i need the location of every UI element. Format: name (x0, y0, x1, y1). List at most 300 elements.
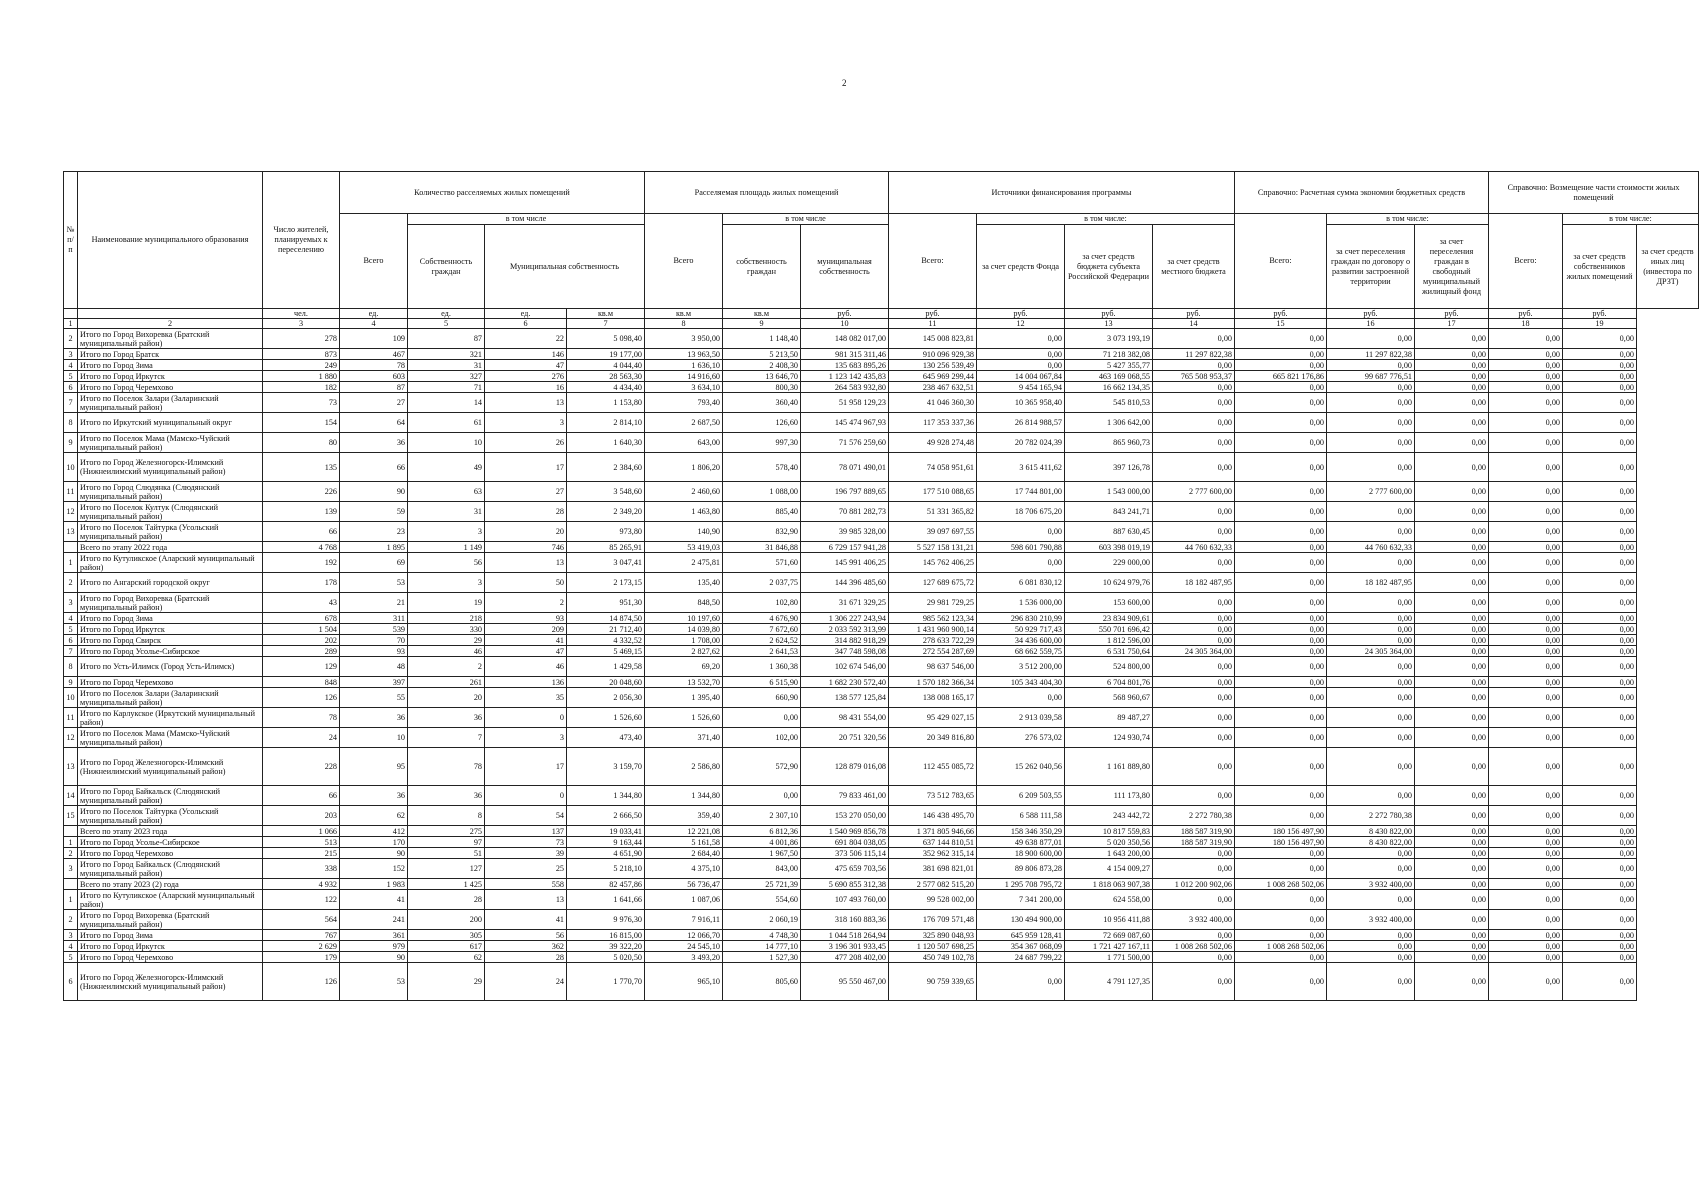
row-value: 54 (485, 806, 567, 826)
unit-cell: руб. (1065, 309, 1153, 319)
row-value: 0,00 (977, 688, 1065, 708)
row-value: 0,00 (1489, 482, 1563, 502)
unit-cell-empty (78, 309, 263, 319)
column-number: 17 (1415, 319, 1489, 329)
row-value: 26 (485, 433, 567, 453)
row-value: 276 573,02 (977, 728, 1065, 748)
row-value: 997,30 (723, 433, 801, 453)
row-value: 51 (408, 848, 485, 859)
row-value: 62 (340, 806, 408, 826)
row-number: 7 (64, 646, 78, 657)
row-value: 0,00 (1327, 413, 1415, 433)
row-value: 36 (408, 786, 485, 806)
row-value: 793,40 (645, 393, 723, 413)
row-value: 1 504 (263, 624, 340, 635)
row-value: 80 (263, 433, 340, 453)
row-value: 1 153,80 (567, 393, 645, 413)
row-value: 0,00 (1489, 573, 1563, 593)
row-value: 0,00 (1415, 371, 1489, 382)
row-value: 1 088,00 (723, 482, 801, 502)
row-value: 215 (263, 848, 340, 859)
row-value: 0,00 (1563, 635, 1637, 646)
row-value: 0,00 (1415, 349, 1489, 360)
row-value: 5 213,50 (723, 349, 801, 360)
row-value: 5 690 855 312,38 (801, 879, 889, 890)
row-value: 1 771 500,00 (1065, 952, 1153, 963)
row-value: 105 343 404,30 (977, 677, 1065, 688)
row-value: 28 (485, 952, 567, 963)
row-value: 0,00 (1489, 826, 1563, 837)
row-value: 0,00 (1327, 360, 1415, 371)
row-name: Всего по этапу 2022 года (78, 542, 263, 553)
column-number: 12 (977, 319, 1065, 329)
row-value: 6 588 111,58 (977, 806, 1065, 826)
table-row (64, 837, 1699, 848)
row-value: 53 (340, 963, 408, 1001)
row-value: 1 295 708 795,72 (977, 879, 1065, 890)
row-name: Итого по Город Иркутск (78, 624, 263, 635)
row-value: 31 671 329,25 (801, 593, 889, 613)
row-value: 272 554 287,69 (889, 646, 977, 657)
row-value: 4 932 (263, 879, 340, 890)
row-value: 14 874,50 (567, 613, 645, 624)
row-value: 603 398 019,19 (1065, 542, 1153, 553)
row-value: 467 (340, 349, 408, 360)
row-value: 122 (263, 890, 340, 910)
row-value: 545 810,53 (1065, 393, 1153, 413)
unit-cell: руб. (977, 309, 1065, 319)
table-row (64, 677, 1699, 688)
row-value: 0,00 (1235, 890, 1327, 910)
table-row (64, 522, 1699, 542)
row-value: 381 698 821,01 (889, 859, 977, 879)
row-value: 0,00 (1327, 930, 1415, 941)
row-value: 1 344,80 (567, 786, 645, 806)
row-value: 20 (408, 688, 485, 708)
row-value: 2 307,10 (723, 806, 801, 826)
row-value: 0,00 (1153, 890, 1235, 910)
row-value: 1 818 063 907,38 (1065, 879, 1153, 890)
row-value: 140,90 (645, 522, 723, 542)
row-value: 22 (485, 329, 567, 349)
header-rooms-group: Количество расселяемых жилых помещений (340, 172, 645, 214)
row-value: 10 (408, 433, 485, 453)
row-value: 371,40 (645, 728, 723, 748)
row-value: 412 (340, 826, 408, 837)
row-value: 0,00 (1489, 329, 1563, 349)
row-value: 0,00 (1235, 502, 1327, 522)
row-value: 0,00 (1563, 879, 1637, 890)
row-number: 1 (64, 553, 78, 573)
row-number: 10 (64, 453, 78, 482)
row-value: 9 163,44 (567, 837, 645, 848)
row-value: 62 (408, 952, 485, 963)
row-value: 0,00 (1235, 859, 1327, 879)
row-value: 1 526,60 (567, 708, 645, 728)
header-rooms-incl: в том числе (408, 214, 645, 225)
row-value: 158 346 350,29 (977, 826, 1065, 837)
row-value: 354 367 068,09 (977, 941, 1065, 952)
row-value: 0,00 (977, 349, 1065, 360)
row-value: 0,00 (1563, 890, 1637, 910)
row-value: 16 815,00 (567, 930, 645, 941)
row-value: 41 (485, 635, 567, 646)
row-value: 51 331 365,82 (889, 502, 977, 522)
row-value: 0,00 (977, 522, 1065, 542)
row-value: 0,00 (1235, 573, 1327, 593)
column-number: 15 (1235, 319, 1327, 329)
unit-cell: ед. (485, 309, 567, 319)
table-row (64, 786, 1699, 806)
row-value: 0,00 (1327, 329, 1415, 349)
row-value: 524 800,00 (1065, 657, 1153, 677)
row-number: 3 (64, 930, 78, 941)
row-value: 23 (340, 522, 408, 542)
table-row (64, 941, 1699, 952)
row-value: 0,00 (1235, 635, 1327, 646)
column-number: 9 (723, 319, 801, 329)
row-value: 2 408,30 (723, 360, 801, 371)
row-number: 2 (64, 848, 78, 859)
row-number: 4 (64, 613, 78, 624)
table-row (64, 382, 1699, 393)
row-value: 9 976,30 (567, 910, 645, 930)
row-value: 28 (408, 890, 485, 910)
header-area-incl: в том числе (723, 214, 889, 225)
row-value: 0,00 (1327, 382, 1415, 393)
row-value: 130 256 539,49 (889, 360, 977, 371)
row-value: 1 161 889,80 (1065, 748, 1153, 786)
row-value: 0,00 (1563, 677, 1637, 688)
row-value: 90 759 339,65 (889, 963, 977, 1001)
row-value: 0,00 (1327, 635, 1415, 646)
row-value: 0,00 (1327, 859, 1415, 879)
header-fin-group: Источники финансирования программы (889, 172, 1235, 214)
table-row (64, 573, 1699, 593)
row-value: 362 (485, 941, 567, 952)
row-value: 0,00 (1489, 930, 1563, 941)
row-value: 11 297 822,38 (1327, 349, 1415, 360)
row-value: 2 624,52 (723, 635, 801, 646)
column-number: 16 (1327, 319, 1415, 329)
row-value: 0,00 (1153, 677, 1235, 688)
row-value: 24 (263, 728, 340, 748)
row-value: 2 777 600,00 (1153, 482, 1235, 502)
row-value: 6 812,36 (723, 826, 801, 837)
row-value: 6 531 750,64 (1065, 646, 1153, 657)
row-value: 0,00 (1563, 963, 1637, 1001)
table-row (64, 930, 1699, 941)
row-value: 2 629 (263, 941, 340, 952)
row-value: 178 (263, 573, 340, 593)
row-value: 0,00 (1153, 593, 1235, 613)
row-value: 397 (340, 677, 408, 688)
row-value: 128 879 016,08 (801, 748, 889, 786)
row-value: 264 583 932,80 (801, 382, 889, 393)
row-name: Итого по Ангарский городской округ (78, 573, 263, 593)
header-rooms-municipal: Муниципальная собственность (485, 225, 645, 309)
row-value: 0,00 (1153, 848, 1235, 859)
row-value: 73 512 783,65 (889, 786, 977, 806)
row-value: 0,00 (1563, 593, 1637, 613)
row-value: 0,00 (1563, 553, 1637, 573)
row-value: 0,00 (1415, 890, 1489, 910)
row-value: 6 515,90 (723, 677, 801, 688)
row-value: 0,00 (1415, 413, 1489, 433)
row-value: 0,00 (1415, 859, 1489, 879)
row-value: 0,00 (1235, 382, 1327, 393)
row-value: 0,00 (1489, 890, 1563, 910)
row-value: 56 (408, 553, 485, 573)
row-value: 99 687 776,51 (1327, 371, 1415, 382)
row-value: 31 (408, 502, 485, 522)
unit-cell: руб. (1327, 309, 1415, 319)
row-value: 20 751 320,56 (801, 728, 889, 748)
row-value: 66 (263, 786, 340, 806)
row-value: 90 (340, 848, 408, 859)
table-row (64, 329, 1699, 349)
row-value: 0,00 (1415, 941, 1489, 952)
row-value: 72 669 087,60 (1065, 930, 1153, 941)
header-comp-incl: в том числе: (1563, 214, 1699, 225)
table-row (64, 646, 1699, 657)
row-value: 1 636,10 (645, 360, 723, 371)
row-value: 0,00 (1235, 593, 1327, 613)
row-name: Итого по Город Братск (78, 349, 263, 360)
row-name: Итого по Город Черемхово (78, 382, 263, 393)
row-value: 209 (485, 624, 567, 635)
row-value: 49 928 274,48 (889, 433, 977, 453)
row-value: 0,00 (1327, 890, 1415, 910)
row-value: 0,00 (1563, 728, 1637, 748)
row-value: 0,00 (1235, 748, 1327, 786)
row-value: 56 736,47 (645, 879, 723, 890)
row-value: 3 (408, 573, 485, 593)
row-value: 0,00 (1489, 708, 1563, 728)
row-value: 78 (263, 708, 340, 728)
unit-cell: руб. (1489, 309, 1563, 319)
row-value: 360,40 (723, 393, 801, 413)
row-value: 0,00 (1563, 349, 1637, 360)
row-value: 95 (340, 748, 408, 786)
row-value: 145 762 406,25 (889, 553, 977, 573)
row-value: 572,90 (723, 748, 801, 786)
row-value: 665 821 176,86 (1235, 371, 1327, 382)
row-number: 3 (64, 349, 78, 360)
row-value: 0,00 (1327, 393, 1415, 413)
row-value: 0,00 (1489, 635, 1563, 646)
row-value: 10 365 958,40 (977, 393, 1065, 413)
row-value: 3 932 400,00 (1153, 910, 1235, 930)
column-number: 8 (645, 319, 723, 329)
row-value: 1 008 268 502,06 (1235, 941, 1327, 952)
row-value: 848 (263, 677, 340, 688)
row-value: 90 (340, 952, 408, 963)
row-value: 47 (485, 360, 567, 371)
row-value: 0,00 (1563, 542, 1637, 553)
row-value: 188 587 319,90 (1153, 826, 1235, 837)
row-value: 1 012 200 902,06 (1153, 879, 1235, 890)
row-value: 41 046 360,30 (889, 393, 977, 413)
table-row (64, 413, 1699, 433)
row-value: 0,00 (1489, 952, 1563, 963)
row-value: 1 570 182 366,34 (889, 677, 977, 688)
row-number: 8 (64, 413, 78, 433)
row-value: 21 712,40 (567, 624, 645, 635)
row-value: 637 144 810,51 (889, 837, 977, 848)
row-value: 1 429,58 (567, 657, 645, 677)
row-value: 0,00 (1235, 930, 1327, 941)
row-value: 28 (485, 502, 567, 522)
row-value: 138 008 165,17 (889, 688, 977, 708)
row-value: 311 (340, 613, 408, 624)
row-value: 2 577 082 515,20 (889, 879, 977, 890)
row-value: 27 (340, 393, 408, 413)
row-value: 475 659 703,56 (801, 859, 889, 879)
row-value: 1 880 (263, 371, 340, 382)
row-value: 558 (485, 879, 567, 890)
row-value: 127 689 675,72 (889, 573, 977, 593)
row-value: 800,30 (723, 382, 801, 393)
row-value: 0 (485, 786, 567, 806)
column-number: 3 (263, 319, 340, 329)
row-value: 848,50 (645, 593, 723, 613)
row-value: 78 (340, 360, 408, 371)
row-value: 550 701 696,42 (1065, 624, 1153, 635)
row-value: 0,00 (1153, 930, 1235, 941)
row-value: 24 545,10 (645, 941, 723, 952)
row-value: 4 154 009,27 (1065, 859, 1153, 879)
row-value: 14 (408, 393, 485, 413)
row-value: 93 (485, 613, 567, 624)
row-value: 0,00 (1415, 453, 1489, 482)
row-value: 3 634,10 (645, 382, 723, 393)
row-value: 275 (408, 826, 485, 837)
row-value: 15 262 040,56 (977, 748, 1065, 786)
row-name: Итого по Город Зима (78, 930, 263, 941)
row-value: 981 315 311,46 (801, 349, 889, 360)
row-value: 5 020,50 (567, 952, 645, 963)
row-value: 202 (263, 635, 340, 646)
table-row (64, 848, 1699, 859)
row-value: 2 272 780,38 (1327, 806, 1415, 826)
unit-cell: чел. (263, 309, 340, 319)
row-value: 0,00 (1563, 433, 1637, 453)
row-value: 0,00 (1153, 413, 1235, 433)
row-value: 0,00 (1415, 848, 1489, 859)
unit-cell: кв.м (567, 309, 645, 319)
row-value: 361 (340, 930, 408, 941)
row-value: 35 (485, 688, 567, 708)
row-value: 1 527,30 (723, 952, 801, 963)
row-value: 17 (485, 748, 567, 786)
row-value: 3 932 400,00 (1327, 879, 1415, 890)
row-value: 0,00 (1327, 677, 1415, 688)
row-value: 2 684,40 (645, 848, 723, 859)
row-name: Итого по Город Черемхово (78, 848, 263, 859)
row-value: 43 (263, 593, 340, 613)
row-value: 0,00 (1489, 859, 1563, 879)
table-row (64, 635, 1699, 646)
row-value: 8 430 822,00 (1327, 826, 1415, 837)
row-value: 397 126,78 (1065, 453, 1153, 482)
row-value: 0,00 (1415, 329, 1489, 349)
row-value: 603 (340, 371, 408, 382)
row-value: 278 633 722,29 (889, 635, 977, 646)
row-value: 1 641,66 (567, 890, 645, 910)
row-value: 69 (340, 553, 408, 573)
row-value: 228 (263, 748, 340, 786)
row-value: 0,00 (1415, 393, 1489, 413)
row-value: 0,00 (1563, 806, 1637, 826)
row-value: 338 (263, 859, 340, 879)
row-value: 23 834 909,61 (1065, 613, 1153, 624)
row-value: 0,00 (1563, 482, 1637, 502)
row-value: 578,40 (723, 453, 801, 482)
row-value: 0,00 (1327, 748, 1415, 786)
row-value: 0,00 (1235, 848, 1327, 859)
row-value: 746 (485, 542, 567, 553)
row-value: 145 008 823,81 (889, 329, 977, 349)
row-value: 102,80 (723, 593, 801, 613)
row-name: Итого по Город Иркутск (78, 371, 263, 382)
row-name: Итого по Поселок Залари (Заларинский муниципальный район) (78, 688, 263, 708)
row-value: 0,00 (1153, 728, 1235, 748)
row-value: 10 197,60 (645, 613, 723, 624)
row-number: 7 (64, 393, 78, 413)
row-value: 979 (340, 941, 408, 952)
row-value: 112 455 085,72 (889, 748, 977, 786)
row-value: 153 270 050,00 (801, 806, 889, 826)
row-name: Итого по Город Зима (78, 360, 263, 371)
row-value: 4 044,40 (567, 360, 645, 371)
row-number: 14 (64, 786, 78, 806)
row-value: 0,00 (1415, 688, 1489, 708)
table-row (64, 859, 1699, 879)
row-value: 3 (485, 728, 567, 748)
row-value: 0,00 (1415, 952, 1489, 963)
row-value: 21 (340, 593, 408, 613)
row-value: 46 (485, 657, 567, 677)
row-value: 598 601 790,88 (977, 542, 1065, 553)
row-value: 0,00 (1415, 646, 1489, 657)
row-value: 0,00 (1235, 542, 1327, 553)
row-value: 14 004 067,84 (977, 371, 1065, 382)
row-value: 539 (340, 624, 408, 635)
row-name: Итого по Поселок Тайтурка (Усольский муниципальный район) (78, 522, 263, 542)
row-value: 59 (340, 502, 408, 522)
row-name: Итого по Город Зима (78, 613, 263, 624)
row-value: 0,00 (1235, 413, 1327, 433)
row-value: 79 833 461,00 (801, 786, 889, 806)
table-row (64, 349, 1699, 360)
row-value: 10 624 979,76 (1065, 573, 1153, 593)
row-value: 0,00 (1563, 329, 1637, 349)
table-row (64, 952, 1699, 963)
row-value: 1 983 (340, 879, 408, 890)
header-econ-free: за счет переселения граждан в свободный муниципальный жилищный фонд (1415, 225, 1489, 309)
row-value: 0,00 (1235, 786, 1327, 806)
row-value: 0,00 (1563, 393, 1637, 413)
row-value: 99 528 002,00 (889, 890, 977, 910)
row-value: 571,60 (723, 553, 801, 573)
row-value: 450 749 102,78 (889, 952, 977, 963)
row-value: 34 436 600,00 (977, 635, 1065, 646)
row-value: 13 532,70 (645, 677, 723, 688)
row-value: 3 073 193,19 (1065, 329, 1153, 349)
row-value: 0,00 (1235, 613, 1327, 624)
row-value: 0,00 (977, 360, 1065, 371)
